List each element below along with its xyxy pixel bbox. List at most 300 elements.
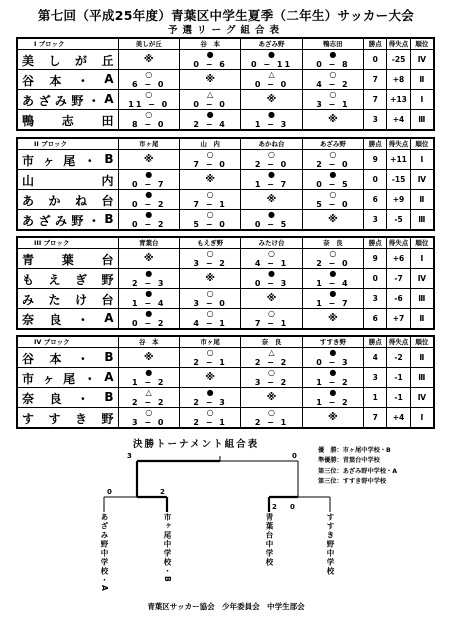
result-symbol: ● bbox=[206, 50, 214, 59]
rank-value: Ⅳ bbox=[410, 170, 433, 190]
result-symbol: ● bbox=[268, 170, 276, 179]
team-name-char: 台 bbox=[101, 253, 114, 267]
result-line: 第三位：あざみ野中学校・A bbox=[318, 467, 398, 475]
match-score: 2 − 0 bbox=[254, 160, 289, 169]
match-result bbox=[302, 388, 363, 408]
match-score: 0 − 2 bbox=[132, 319, 166, 328]
team-name-char: 尾 bbox=[63, 372, 76, 386]
block-name: I ブロック bbox=[18, 39, 119, 50]
column-header: 谷 本 bbox=[118, 337, 179, 348]
team-name bbox=[18, 408, 119, 428]
match-result bbox=[179, 150, 240, 170]
team-name-label bbox=[22, 311, 114, 328]
match-score: 4 − 1 bbox=[254, 259, 289, 268]
match-score: 2 − 1 bbox=[254, 418, 289, 427]
match-score: 1 − 7 bbox=[254, 180, 289, 189]
match-score: 3 − 1 bbox=[316, 100, 350, 109]
goal-diff-value: +6 bbox=[387, 249, 410, 269]
team-name bbox=[18, 70, 119, 90]
semi1-score-left: 0 bbox=[107, 488, 112, 496]
team-name-char: 市 bbox=[22, 154, 35, 168]
match-result bbox=[118, 289, 179, 309]
team-name-label bbox=[22, 212, 114, 229]
result-symbol: △ bbox=[207, 90, 214, 99]
result-symbol: ○ bbox=[145, 70, 153, 79]
rank-value: Ⅳ bbox=[410, 269, 433, 289]
rank-value: Ⅳ bbox=[410, 388, 433, 408]
team-name-char: ・ bbox=[87, 214, 100, 228]
table-row bbox=[18, 249, 434, 269]
team-name-label bbox=[22, 350, 114, 367]
match-score: 3 − 2 bbox=[193, 259, 227, 268]
team-name-char: 本 bbox=[49, 74, 62, 88]
team-name-char: ・ bbox=[76, 74, 89, 88]
result-symbol: ○ bbox=[268, 150, 276, 159]
self-match-cell bbox=[302, 309, 363, 329]
tournament-team: 青葉台中学校 bbox=[265, 513, 274, 567]
team-name-char: A bbox=[104, 370, 114, 384]
table-row bbox=[18, 210, 434, 230]
match-result bbox=[241, 170, 302, 190]
team-name-char: 奈 bbox=[22, 313, 35, 327]
goal-diff-value: -5 bbox=[387, 210, 410, 230]
column-header: 市ヶ尾 bbox=[179, 337, 240, 348]
match-score: 0 − 11 bbox=[251, 60, 293, 69]
table-row bbox=[18, 170, 434, 190]
match-score: 1 − 7 bbox=[316, 299, 350, 308]
match-result bbox=[241, 408, 302, 428]
match-score: 7 − 1 bbox=[254, 319, 289, 328]
result-symbol: ● bbox=[206, 388, 214, 397]
self-match-cell bbox=[118, 348, 179, 368]
team-name-char: か bbox=[48, 194, 61, 208]
match-result bbox=[179, 210, 240, 230]
team-name-char: ね bbox=[75, 194, 88, 208]
stat-header: 勝点 bbox=[364, 337, 387, 348]
team-name-char: 志 bbox=[61, 114, 74, 128]
match-result bbox=[241, 50, 302, 70]
points-value: 9 bbox=[364, 249, 387, 269]
match-result bbox=[179, 110, 240, 130]
self-match-mark: ※ bbox=[205, 273, 215, 284]
result-symbol: ● bbox=[145, 190, 153, 199]
team-name bbox=[18, 368, 119, 388]
result-symbol: ● bbox=[268, 50, 276, 59]
match-score: 2 − 0 bbox=[316, 160, 350, 169]
result-symbol: ● bbox=[145, 309, 153, 318]
team-name-label bbox=[22, 251, 114, 268]
team-name-char: B bbox=[104, 350, 114, 364]
match-result bbox=[241, 348, 302, 368]
match-score: 3 − 0 bbox=[193, 299, 227, 308]
result-symbol: ○ bbox=[206, 408, 214, 417]
team-name-char: ・ bbox=[76, 392, 89, 406]
match-score: 8 − 0 bbox=[132, 120, 166, 129]
stat-header: 勝点 bbox=[364, 139, 387, 150]
result-symbol: ● bbox=[329, 289, 337, 298]
stat-header: 勝点 bbox=[364, 39, 387, 50]
result-symbol: ○ bbox=[206, 150, 214, 159]
self-match-cell bbox=[179, 368, 240, 388]
stat-header: 得失点 bbox=[388, 239, 409, 247]
result-symbol: △ bbox=[268, 348, 275, 357]
team-name-char: 台 bbox=[101, 194, 114, 208]
self-match-mark: ※ bbox=[143, 352, 154, 363]
column-header: 山 内 bbox=[179, 139, 240, 150]
stat-header: 得失点 bbox=[388, 338, 409, 346]
match-result bbox=[302, 190, 363, 210]
points-value: 4 bbox=[364, 348, 387, 368]
match-result bbox=[241, 150, 302, 170]
team-name-char: 市 bbox=[22, 372, 35, 386]
match-result bbox=[241, 110, 302, 130]
team-name-char: 野 bbox=[101, 273, 114, 287]
result-symbol: ● bbox=[329, 348, 337, 357]
column-header: あかね台 bbox=[241, 139, 302, 150]
stat-header: 得失点 bbox=[388, 40, 409, 48]
result-symbol: ○ bbox=[329, 70, 337, 79]
match-result bbox=[241, 249, 302, 269]
match-score: 2 − 1 bbox=[193, 418, 227, 427]
rank-value: Ⅲ bbox=[410, 289, 433, 309]
result-symbol: ● bbox=[329, 269, 337, 278]
match-score: 2 − 4 bbox=[193, 120, 227, 129]
team-name-char: 谷 bbox=[22, 74, 35, 88]
stat-header: 得失点 bbox=[388, 140, 409, 148]
match-score: 1 − 2 bbox=[316, 398, 350, 407]
team-name-char: 丘 bbox=[101, 54, 114, 68]
stat-header: 順位 bbox=[410, 337, 433, 348]
match-score: 2 − 3 bbox=[193, 398, 227, 407]
self-match-mark: ※ bbox=[205, 174, 215, 185]
column-header: 市ヶ尾 bbox=[118, 139, 179, 150]
team-name-label bbox=[22, 370, 114, 387]
rank-value: Ⅲ bbox=[410, 368, 433, 388]
match-score: 0 − 0 bbox=[254, 80, 289, 89]
match-score: 0 − 7 bbox=[132, 180, 166, 189]
result-symbol: ○ bbox=[145, 408, 153, 417]
result-symbol: ● bbox=[329, 388, 337, 397]
team-name bbox=[18, 150, 119, 170]
points-value: 3 bbox=[364, 368, 387, 388]
match-score: 0 − 3 bbox=[254, 279, 289, 288]
result-symbol: ○ bbox=[206, 348, 214, 357]
team-name-label bbox=[22, 152, 114, 169]
match-score: 0 − 5 bbox=[316, 180, 350, 189]
table-row bbox=[18, 190, 434, 210]
team-name-char: A bbox=[104, 311, 114, 325]
team-name-char: 谷 bbox=[22, 352, 35, 366]
self-match-mark: ※ bbox=[205, 74, 215, 85]
team-name-char: 内 bbox=[101, 174, 114, 188]
match-score: 0 − 6 bbox=[193, 60, 227, 69]
table-row bbox=[18, 309, 434, 329]
team-name-char: ・ bbox=[76, 313, 89, 327]
team-name-char: 野 bbox=[71, 94, 84, 108]
team-name-char: 台 bbox=[101, 293, 114, 307]
team-name-char: す bbox=[22, 412, 35, 426]
team-name-label bbox=[22, 172, 114, 189]
goal-diff-value: +8 bbox=[387, 70, 410, 90]
stat-header: 順位 bbox=[410, 39, 433, 50]
result-symbol: ○ bbox=[145, 110, 153, 119]
self-match-cell bbox=[241, 289, 302, 309]
match-result bbox=[118, 110, 179, 130]
match-result bbox=[118, 269, 179, 289]
team-name-label bbox=[22, 271, 114, 288]
match-result bbox=[118, 388, 179, 408]
result-symbol: ○ bbox=[206, 210, 214, 219]
match-score: 0 − 2 bbox=[132, 200, 166, 209]
rank-value: Ⅱ bbox=[410, 70, 433, 90]
result-symbol: ○ bbox=[145, 90, 153, 99]
match-result bbox=[118, 309, 179, 329]
result-symbol: ● bbox=[145, 269, 153, 278]
tournament-results bbox=[318, 446, 397, 487]
match-score: 2 − 3 bbox=[132, 279, 166, 288]
points-value: 1 bbox=[364, 388, 387, 408]
result-symbol: ○ bbox=[329, 249, 337, 258]
team-name-char: た bbox=[48, 293, 61, 307]
final-score-left: 3 bbox=[127, 452, 132, 460]
match-score: 2 − 2 bbox=[254, 358, 289, 367]
rank-value: Ⅱ bbox=[410, 190, 433, 210]
goal-diff-value: -15 bbox=[387, 170, 410, 190]
tournament-title: 決勝トーナメント組合表 bbox=[133, 439, 260, 450]
result-symbol: ○ bbox=[268, 408, 276, 417]
match-score: 5 − 0 bbox=[316, 200, 350, 209]
table-row bbox=[18, 348, 434, 368]
match-result bbox=[118, 170, 179, 190]
result-symbol: ● bbox=[329, 368, 337, 377]
team-name bbox=[18, 90, 119, 110]
points-value: 0 bbox=[364, 170, 387, 190]
team-name bbox=[18, 50, 119, 70]
block-name: III ブロック bbox=[18, 238, 119, 249]
stat-header: 順位 bbox=[410, 139, 433, 150]
match-score: 2 − 2 bbox=[132, 398, 166, 407]
match-score: 1 − 3 bbox=[254, 120, 289, 129]
points-value: 3 bbox=[364, 210, 387, 230]
team-name-char: き bbox=[75, 412, 88, 426]
match-result bbox=[302, 70, 363, 90]
team-name-char: 葉 bbox=[61, 253, 74, 267]
team-name-char: み bbox=[54, 214, 67, 228]
result-symbol: ● bbox=[145, 210, 153, 219]
table-row bbox=[18, 90, 434, 110]
match-score: 0 − 0 bbox=[193, 100, 227, 109]
points-value: 3 bbox=[364, 289, 387, 309]
match-result bbox=[302, 249, 363, 269]
result-symbol: ● bbox=[145, 368, 153, 377]
match-score: 7 − 1 bbox=[193, 200, 227, 209]
result-line: 優 勝：市ヶ尾中学校・B bbox=[318, 447, 391, 454]
result-line: 第三位：すすき野中学校 bbox=[318, 477, 387, 485]
self-match-mark: ※ bbox=[328, 313, 338, 324]
league-block bbox=[16, 335, 435, 429]
team-name-char: ヶ bbox=[42, 372, 55, 386]
team-name-char: け bbox=[75, 293, 88, 307]
self-match-mark: ※ bbox=[328, 214, 338, 225]
team-name-char: み bbox=[54, 94, 67, 108]
result-symbol: ○ bbox=[206, 249, 214, 258]
result-symbol: △ bbox=[268, 70, 275, 79]
match-result bbox=[179, 408, 240, 428]
column-header: 青葉台 bbox=[118, 238, 179, 249]
self-match-mark: ※ bbox=[266, 94, 277, 105]
team-name-char: ざ bbox=[38, 214, 51, 228]
team-name-char: 野 bbox=[71, 214, 84, 228]
rank-value: Ⅰ bbox=[410, 249, 433, 269]
result-symbol: ● bbox=[206, 110, 214, 119]
table-row bbox=[18, 368, 434, 388]
goal-diff-value: -1 bbox=[387, 368, 410, 388]
self-match-mark: ※ bbox=[266, 392, 277, 403]
points-value: 7 bbox=[364, 90, 387, 110]
match-score: 1 − 2 bbox=[132, 378, 166, 387]
goal-diff-value: +4 bbox=[387, 110, 410, 130]
match-result bbox=[179, 348, 240, 368]
team-name-char: 野 bbox=[101, 412, 114, 426]
match-result bbox=[241, 70, 302, 90]
table-row bbox=[18, 70, 434, 90]
self-match-cell bbox=[118, 150, 179, 170]
points-value: 3 bbox=[364, 110, 387, 130]
team-name-label bbox=[22, 112, 114, 129]
match-score: 4 − 1 bbox=[193, 319, 227, 328]
rank-value: Ⅲ bbox=[410, 210, 433, 230]
column-header: あざみ野 bbox=[302, 139, 363, 150]
self-match-cell bbox=[241, 90, 302, 110]
table-row bbox=[18, 269, 434, 289]
team-name-char: A bbox=[104, 72, 114, 86]
team-name-char: 尾 bbox=[63, 154, 76, 168]
match-result bbox=[179, 289, 240, 309]
match-score: 0 − 8 bbox=[316, 60, 350, 69]
match-score: 1 − 4 bbox=[316, 279, 350, 288]
column-header: あざみ野 bbox=[241, 39, 302, 50]
match-score: 3 − 2 bbox=[254, 378, 289, 387]
match-score: 7 − 0 bbox=[193, 160, 227, 169]
team-name-char: し bbox=[48, 54, 61, 68]
team-name-char: 田 bbox=[101, 114, 114, 128]
block-name: II ブロック bbox=[18, 139, 119, 150]
team-name-char: す bbox=[48, 412, 61, 426]
team-name bbox=[18, 249, 119, 269]
points-value: 0 bbox=[364, 50, 387, 70]
match-score: 11 − 0 bbox=[128, 100, 170, 109]
team-name-label bbox=[22, 291, 114, 308]
self-match-mark: ※ bbox=[266, 194, 277, 205]
goal-diff-value: -25 bbox=[387, 50, 410, 70]
rank-value: Ⅲ bbox=[410, 110, 433, 130]
team-name-label bbox=[22, 52, 114, 69]
team-name-label bbox=[22, 72, 114, 89]
column-header: すすき野 bbox=[302, 337, 363, 348]
goal-diff-value: -6 bbox=[387, 289, 410, 309]
match-result bbox=[179, 90, 240, 110]
result-symbol: ● bbox=[268, 269, 276, 278]
result-symbol: ● bbox=[145, 289, 153, 298]
team-name bbox=[18, 309, 119, 329]
team-name bbox=[18, 348, 119, 368]
self-match-mark: ※ bbox=[328, 114, 338, 125]
team-name-char: あ bbox=[22, 214, 35, 228]
stat-header: 勝点 bbox=[364, 238, 387, 249]
self-match-cell bbox=[241, 388, 302, 408]
team-name-char: 山 bbox=[22, 174, 35, 188]
match-result bbox=[118, 210, 179, 230]
match-result bbox=[302, 348, 363, 368]
points-value: 0 bbox=[364, 269, 387, 289]
column-header: 谷 本 bbox=[179, 39, 240, 50]
result-symbol: ● bbox=[145, 170, 153, 179]
team-name-char: あ bbox=[22, 94, 35, 108]
match-result bbox=[179, 190, 240, 210]
goal-diff-value: +4 bbox=[387, 408, 410, 428]
match-result bbox=[118, 368, 179, 388]
rank-value: Ⅰ bbox=[410, 408, 433, 428]
semi1-score-right: 2 bbox=[160, 488, 165, 496]
column-header: みたけ台 bbox=[241, 238, 302, 249]
team-name-char: 青 bbox=[22, 253, 35, 267]
rank-value: Ⅱ bbox=[410, 309, 433, 329]
table-row bbox=[18, 408, 434, 428]
self-match-cell bbox=[118, 50, 179, 70]
self-match-mark: ※ bbox=[328, 412, 338, 423]
match-score: 5 − 0 bbox=[193, 220, 227, 229]
team-name bbox=[18, 388, 119, 408]
team-name-char: ・ bbox=[83, 372, 96, 386]
team-name-char: B bbox=[104, 152, 114, 166]
match-score: 1 − 4 bbox=[132, 299, 166, 308]
team-name-label bbox=[22, 410, 114, 427]
match-result bbox=[302, 90, 363, 110]
match-result bbox=[179, 249, 240, 269]
goal-diff-value: +11 bbox=[387, 150, 410, 170]
match-result bbox=[241, 210, 302, 230]
team-name-char: ざ bbox=[38, 94, 51, 108]
result-symbol: ● bbox=[329, 170, 337, 179]
team-name-char: ぎ bbox=[75, 273, 88, 287]
rank-value: Ⅳ bbox=[410, 50, 433, 70]
table-row bbox=[18, 150, 434, 170]
result-symbol: ○ bbox=[268, 249, 276, 258]
result-symbol: △ bbox=[145, 388, 152, 397]
team-name-char: ・ bbox=[83, 154, 96, 168]
self-match-mark: ※ bbox=[266, 293, 277, 304]
points-value: 9 bbox=[364, 150, 387, 170]
league-subtitle: 予選リーグ組合表 bbox=[167, 25, 284, 36]
match-result bbox=[302, 289, 363, 309]
self-match-mark: ※ bbox=[143, 154, 154, 165]
match-result bbox=[118, 70, 179, 90]
rank-value: Ⅱ bbox=[410, 348, 433, 368]
column-header: 鴨志田 bbox=[302, 39, 363, 50]
self-match-mark: ※ bbox=[143, 54, 154, 65]
match-result bbox=[241, 269, 302, 289]
table-row bbox=[18, 50, 434, 70]
team-name bbox=[18, 190, 119, 210]
result-line: 準優勝：青葉台中学校 bbox=[318, 457, 380, 465]
team-name-char: 良 bbox=[49, 392, 62, 406]
team-name-label bbox=[22, 390, 114, 407]
team-name bbox=[18, 210, 119, 230]
self-match-cell bbox=[179, 269, 240, 289]
result-symbol: ○ bbox=[329, 90, 337, 99]
column-header: 奈 良 bbox=[241, 337, 302, 348]
goal-diff-value: -7 bbox=[387, 269, 410, 289]
